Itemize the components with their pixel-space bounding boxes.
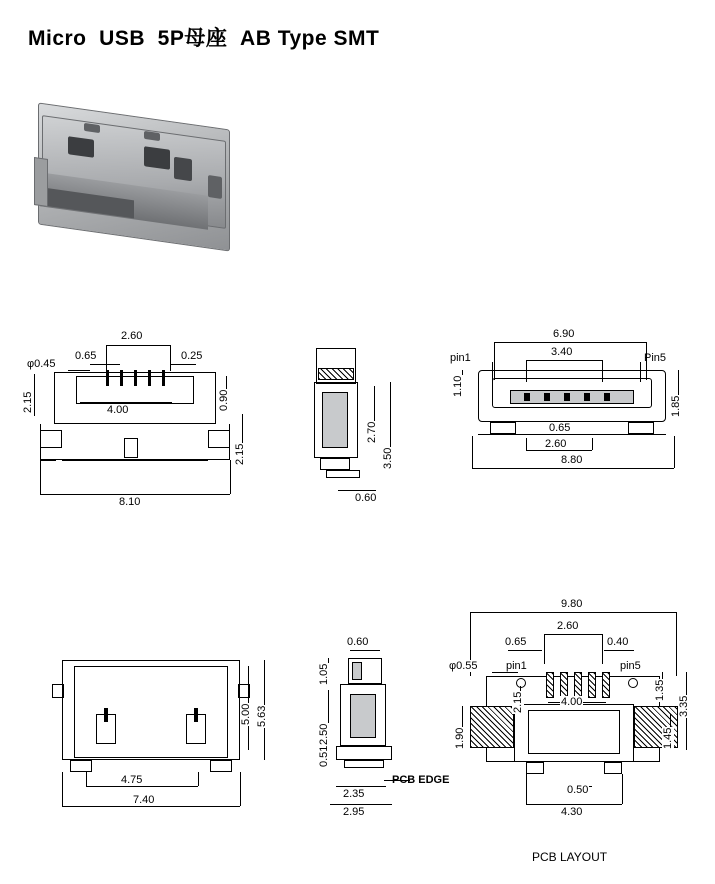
top-view-tab-right <box>208 430 230 448</box>
side-view-drawing <box>296 338 426 528</box>
section-view-pad <box>344 760 384 768</box>
section-view-drawing <box>292 628 462 828</box>
pcb-leg-right <box>604 762 622 774</box>
dim-2-60-pcb: 2.60 <box>557 620 579 632</box>
label-pin5-pcb: pin5 <box>620 660 641 672</box>
dim-0-90: 0.90 <box>218 389 230 411</box>
front-view-drawing <box>448 318 698 518</box>
dim-0-65-front: 0.65 <box>549 422 571 434</box>
dim-2-35: 2.35 <box>343 788 365 800</box>
page-title: Micro USB 5P母座 AB Type SMT <box>28 27 380 50</box>
dim-0-65: 0.65 <box>75 350 97 362</box>
top-view-center-slot <box>124 438 138 458</box>
side-view-hatch <box>318 368 354 380</box>
dim-phi-0-45: φ0.45 <box>27 358 56 370</box>
dim-2-60: 2.60 <box>121 330 143 342</box>
dim-0-60-sec: 0.60 <box>347 636 369 648</box>
dim-4-00-pcb: 4.00 <box>561 696 583 708</box>
dim-9-80: 9.80 <box>561 598 583 610</box>
dim-2-60-front: 2.60 <box>545 438 567 450</box>
label-pin1: pin1 <box>450 352 471 364</box>
dim-2-50: 2.50 <box>318 723 330 745</box>
bottom-view-drawing <box>26 648 276 838</box>
pcb-pad-4 <box>588 672 596 698</box>
side-view-leg <box>320 458 350 470</box>
dim-1-85: 1.85 <box>670 395 682 417</box>
dim-0-60-side: 0.60 <box>355 492 377 504</box>
dim-0-25: 0.25 <box>181 350 203 362</box>
pcb-hole-left <box>516 678 526 688</box>
dim-0-51: 0.51 <box>318 745 330 767</box>
pcb-pad-1 <box>546 672 554 698</box>
pcb-layout-drawing <box>448 598 698 868</box>
bottom-view-leg-left <box>70 760 92 772</box>
pcb-layout-caption: PCB LAYOUT <box>532 850 608 864</box>
dim-4-30: 4.30 <box>561 806 583 818</box>
micro-usb-connector-photo <box>26 98 256 268</box>
section-view-foot <box>336 746 392 760</box>
dim-0-65-pcb: 0.65 <box>505 636 527 648</box>
front-view-leg-right <box>628 422 654 434</box>
section-view-core <box>350 694 376 738</box>
dim-2-70: 2.70 <box>366 421 378 443</box>
dim-0-50: 0.50 <box>567 784 589 796</box>
dim-3-35: 3.35 <box>678 695 690 717</box>
dim-2-95: 2.95 <box>343 806 365 818</box>
bottom-view-inner <box>74 666 228 758</box>
dim-2-15-right: 2.15 <box>234 443 246 465</box>
bottom-view-leg-right <box>210 760 232 772</box>
dim-7-40: 7.40 <box>133 794 155 806</box>
dim-1-10: 1.10 <box>452 375 464 397</box>
pcb-mount-pad-left <box>470 706 514 748</box>
pcb-pad-2 <box>560 672 568 698</box>
section-view-top-fill <box>352 662 362 680</box>
dim-1-45: 1.45 <box>662 727 674 749</box>
pcb-pad-3 <box>574 672 582 698</box>
pcb-leg-left <box>526 762 544 774</box>
dim-3-40: 3.40 <box>551 346 573 358</box>
front-view-leg-left <box>490 422 516 434</box>
pcb-hole-right <box>628 678 638 688</box>
dim-3-50: 3.50 <box>382 447 394 469</box>
top-view-tab-left <box>40 430 62 448</box>
dim-2-15-left: 2.15 <box>22 391 34 413</box>
dim-1-90: 1.90 <box>454 727 466 749</box>
bottom-view-tab-left <box>52 684 64 698</box>
pcb-body-inner <box>528 710 620 754</box>
dim-4-75: 4.75 <box>121 774 143 786</box>
label-pcb-edge: PCB EDGE <box>392 774 450 786</box>
side-view-core <box>322 392 348 448</box>
pcb-pad-5 <box>602 672 610 698</box>
dim-4-00: 4.00 <box>107 404 129 416</box>
dim-8-80: 8.80 <box>561 454 583 466</box>
dim-phi-0-55: φ0.55 <box>449 660 478 672</box>
dim-8-10: 8.10 <box>119 496 141 508</box>
dim-2-15-pcb: 2.15 <box>512 691 524 713</box>
dim-1-35: 1.35 <box>654 679 666 701</box>
side-view-foot <box>326 470 360 478</box>
label-pin5: Pin5 <box>644 352 667 364</box>
dim-0-40: 0.40 <box>607 636 629 648</box>
dim-5-63: 5.63 <box>256 705 268 727</box>
dim-1-05: 1.05 <box>318 663 330 685</box>
dim-5-00: 5.00 <box>240 703 252 725</box>
label-pin1-pcb: pin1 <box>506 660 527 672</box>
top-view-drawing <box>20 318 260 528</box>
dim-6-90: 6.90 <box>553 328 575 340</box>
